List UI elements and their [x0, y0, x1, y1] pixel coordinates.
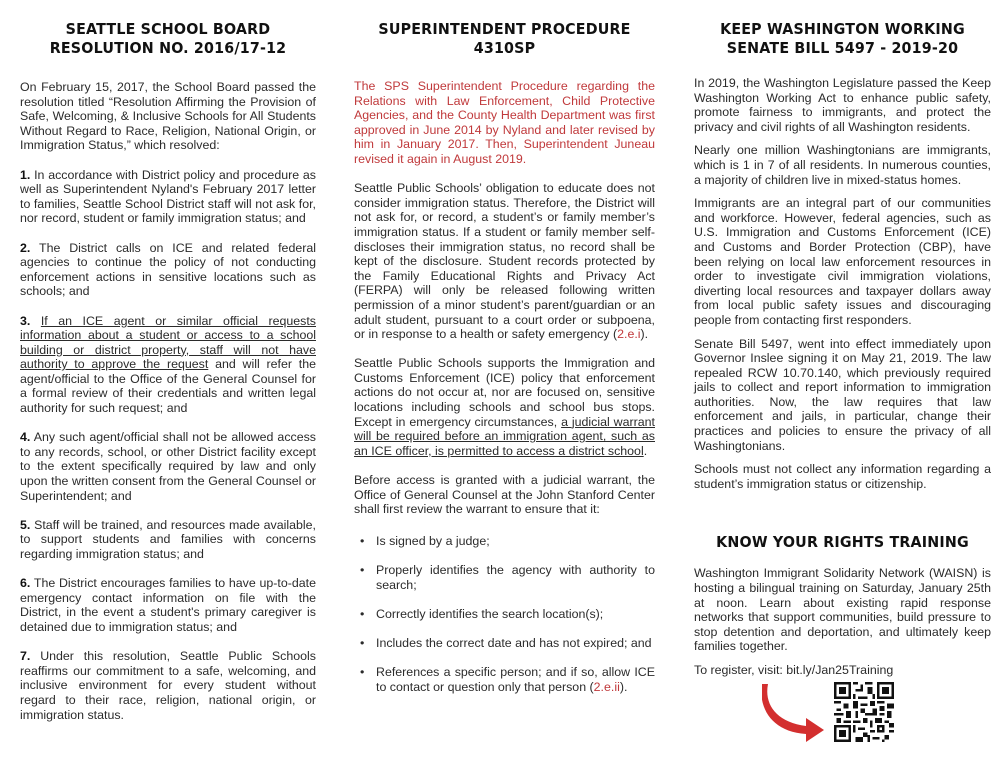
item-number: 6. — [20, 576, 31, 591]
item-underlined-text: If an ICE agent or similar official requests information about a student or access to a school building or district property, staff will not have authority to approve the request — [20, 313, 316, 372]
item-text: Any such agent/official shall not be allowed access to any records, school, or other District facility except to the extent specifically required by law and only upon the written consent from the General Counsel or Superintendent; and — [20, 430, 316, 503]
list-item — [354, 607, 655, 622]
resolution-item-7 — [20, 649, 316, 722]
kww-paragraph-4: Senate Bill 5497, went into effect immediately upon Governor Inslee signing it on May 21, 2019. The law repealed RCW 10.70.140, which previously required jails to collect and report information to immigration authorities. Now, the law requires that law enforcement and jails, in particular, change their practices and policies to ensure the privacy of all Washingtonians. — [694, 336, 991, 453]
item-number: 7. — [20, 649, 31, 664]
list-item-text: References a specific person; and if so, allow ICE to contact or question only that person ( — [376, 665, 655, 694]
item-number: 5. — [20, 517, 31, 532]
list-item-text: Properly identifies the agency with authority to search; — [376, 563, 655, 592]
qr-code-icon[interactable] — [834, 682, 894, 742]
resolution-title-line2: RESOLUTION NO. 2016/17-12 — [49, 39, 287, 57]
list-item — [354, 534, 655, 549]
curved-arrow-icon — [762, 682, 832, 742]
item-text: and will refer the agent/official to the Office of the General Counsel for a formal review of their credentials and written legal authority for such request; and — [20, 357, 316, 416]
procedure-paragraph-2 — [354, 356, 655, 458]
paragraph-end: . — [643, 443, 648, 458]
resolution-item-3 — [20, 314, 316, 416]
resolution-item-6 — [20, 576, 316, 634]
training-title: KNOW YOUR RIGHTS TRAINING — [716, 533, 969, 552]
training-description: Washington Immigrant Solidarity Network (WAISN) is hosting a bilingual training on Saturday, January 25th at noon. Learn about existing rapid response networks that support communities, build pressure to stop detention and deportation, and ultimately keep families together. — [694, 566, 991, 654]
keep-washington-title — [706, 20, 979, 58]
bullet-icon: • — [360, 665, 365, 680]
resolution-title — [32, 20, 304, 58]
resolution-intro: On February 15, 2017, the School Board passed the resolution titled “Resolution Affirming the Provision of Safe, Welcoming, & Inclusive Schools for All Students Without Regard to Race, Religion, National Origin, or Immigration Status,” which resolved: — [20, 80, 316, 153]
item-text: The District calls on ICE and related federal agencies to continue the policy of not conducting enforcement actions in sensitive locations such as schools; and — [20, 240, 316, 299]
resolution-item-1 — [20, 168, 316, 226]
kww-paragraph-5: Schools must not collect any information regarding a student’s immigration status or citizenship. — [694, 462, 991, 491]
warrant-requirements-list — [354, 534, 655, 695]
procedure-paragraph-1 — [354, 181, 655, 342]
item-text: In accordance with District policy and procedure as well as Superintendent Nyland's February 2017 letter to families, Seattle School District staff will not ask for, nor record, student or family immigration status; and — [20, 167, 316, 226]
procedure-intro: The SPS Superintendent Procedure regarding the Relations with Law Enforcement, Child Protective Agencies, and the County Health Department was first approved in June 2014 by Nyland and later revised by him in January 2017. Then, Superintendent Juneau revised it again in August 2019. — [354, 79, 655, 166]
keep-washington-title-line1: KEEP WASHINGTON WORKING — [720, 20, 965, 38]
item-number: 4. — [20, 430, 31, 445]
paragraph-text: Seattle Public Schools’ obligation to educate does not consider immigration status. Therefore, the District will not ask for, or record, a student’s or family member’s immigration status. If a student or family member self-discloses their immigration status, no record shall be kept of the disclosure. Student records protected by the Family Educational Rights and Privacy Act (FERPA) will only be released following written permission of a minor student’s parent/guardian or an adult student, pursuant to a court order or subpoena, or in response to a health or safety emergency ( — [354, 181, 655, 342]
procedure-title: SUPERINTENDENT PROCEDURE 4310SP — [378, 20, 631, 57]
kww-paragraph-2: Nearly one million Washingtonians are immigrants, which is 1 in 7 of all residents. In numerous counties, a majority of children live in mixed-status homes. — [694, 143, 991, 187]
underlined-text: a judicial warrant will be required before an immigration agent, such as an ICE officer, is permitted to access a district school — [354, 414, 655, 458]
list-item-text: Is signed by a judge; — [376, 533, 490, 548]
resolution-title-line1: SEATTLE SCHOOL BOARD — [65, 20, 271, 38]
bullet-icon: • — [360, 606, 365, 621]
resolution-item-5 — [20, 518, 316, 562]
list-item — [354, 665, 655, 694]
resolution-item-4 — [20, 430, 316, 503]
paragraph-end: ). — [640, 327, 649, 342]
qr-area — [694, 678, 991, 758]
list-item-end: ). — [619, 679, 628, 694]
bullet-icon: • — [360, 635, 365, 650]
item-text: Under this resolution, Seattle Public Schools reaffirms our commitment to a safe, welcoming, and inclusive environment for every student without regard to their race, religion, national origin, or immigration status. — [20, 649, 316, 722]
keep-washington-title-line2: SENATE BILL 5497 - 2019-20 — [726, 39, 959, 57]
list-item — [354, 636, 655, 651]
list-item-text: Correctly identifies the search location(s); — [376, 606, 604, 621]
list-item — [354, 563, 655, 592]
section-reference: 2.e.ii — [593, 679, 620, 694]
item-text: Staff will be trained, and resources made available, to support students and families with concerns regarding immigration status; and — [20, 517, 316, 561]
procedure-paragraph-3: Before access is granted with a judicial warrant, the Office of General Counsel at the John Stanford Center shall first review the warrant to ensure that it: — [354, 473, 655, 517]
item-text: The District encourages families to have up-to-date emergency contact information on file with the District, in the event a student's primary caregiver is detained due to immigration status; and — [20, 576, 316, 634]
paragraph-text: Seattle Public Schools supports the Immigration and Customs Enforcement (ICE) policy that enforcement actions do not occur at, nor are focused on, sensitive locations including schools and school bus stops. Except in emergency circumstances, — [354, 356, 655, 429]
item-number: 3. — [20, 313, 31, 328]
bullet-icon: • — [360, 563, 365, 577]
item-number: 1. — [20, 167, 31, 182]
kww-paragraph-1: In 2019, the Washington Legislature passed the Keep Washington Working Act to enhance public safety, promote fairness to immigrants, and protect the privacy and civil rights of all Washington residents. — [694, 76, 991, 134]
resolution-item-2 — [20, 241, 316, 299]
bullet-icon: • — [360, 533, 365, 548]
item-number: 2. — [20, 240, 31, 255]
resolution-column — [20, 0, 316, 722]
keep-washington-column — [694, 0, 991, 758]
section-reference: 2.e.i — [617, 327, 641, 342]
training-register-link[interactable]: To register, visit: bit.ly/Jan25Training — [694, 663, 894, 677]
kww-paragraph-3: Immigrants are an integral part of our communities and workforce. However, federal agencies, such as U.S. Immigration and Customs Enforcement (ICE) and Customs and Border Protection (CBP), have been relying on local law enforcement resources in order to investigate civil immigration violations, diverting local resources and taxpayer dollars away from local public safety issues and discouraging people from contacting first responders. — [694, 196, 991, 327]
procedure-column — [354, 0, 655, 709]
list-item-text: Includes the correct date and has not expired; and — [376, 635, 652, 650]
